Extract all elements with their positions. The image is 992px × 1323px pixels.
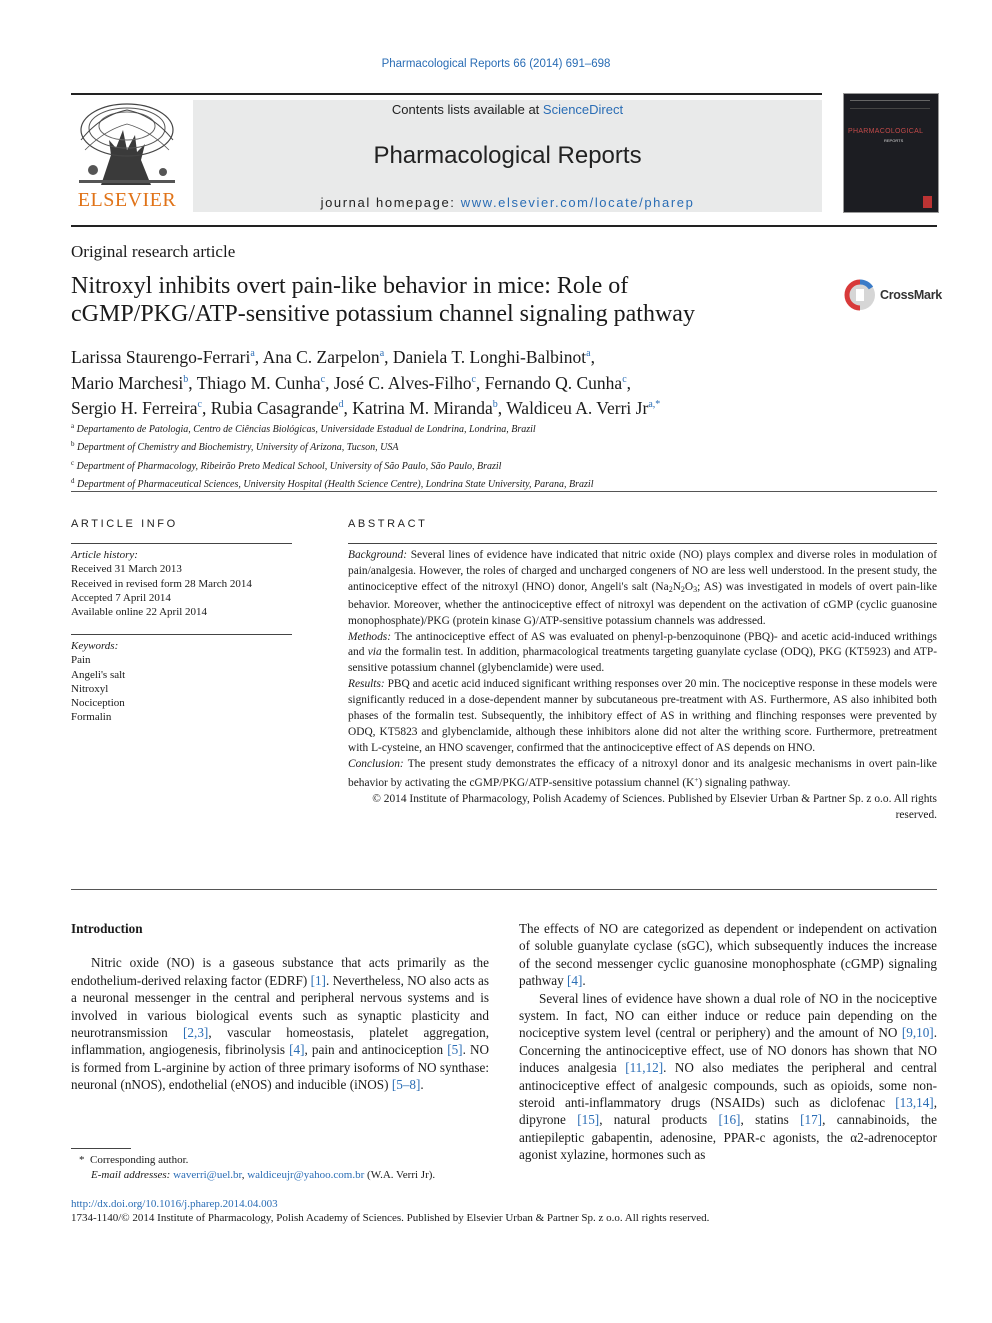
affiliation-marker[interactable]: d — [338, 399, 344, 410]
body-text: , statins — [740, 1112, 801, 1128]
email-label: E-mail addresses: — [91, 1169, 171, 1181]
author-separator: , — [475, 372, 485, 393]
doi-line — [71, 1198, 278, 1210]
author-name[interactable]: Sergio H. Ferreira — [71, 398, 198, 418]
abstract-text: O — [684, 580, 694, 593]
author-name[interactable]: Larissa Staurengo-Ferrari — [71, 347, 251, 367]
abstract-text: ) signaling pathway. — [698, 776, 791, 789]
keywords-label: Keywords: — [71, 640, 119, 652]
article-info-heading: ARTICLE INFO — [71, 518, 178, 530]
header-bottom-rule — [71, 225, 937, 227]
contents-line — [193, 102, 822, 117]
author-separator: , — [384, 347, 393, 367]
sciencedirect-link[interactable]: ScienceDirect — [542, 102, 624, 117]
affiliation-key: b — [71, 440, 75, 449]
asterisk-mark: * — [79, 1154, 90, 1166]
affiliation-text: Department of Pharmacology, Ribeirão Preto Medical School, University of São Paulo, São Paulo, Brazil — [74, 460, 502, 472]
elsevier-logo — [71, 100, 183, 212]
author-separator: , — [188, 372, 197, 393]
history-item: Available online 22 April 2014 — [71, 606, 208, 619]
affiliation-marker[interactable]: c — [471, 373, 476, 385]
affiliation-marker[interactable]: a — [379, 348, 385, 359]
crossmark-label[interactable]: CrossMark — [880, 288, 942, 302]
body-text: , vascular homeostasis, platelet aggregation, inflammation, angiogenesis, fibrinolysis — [71, 1025, 489, 1058]
author-separator: , — [325, 372, 334, 393]
cover-title: PHARMACOLOGICAL — [848, 128, 924, 135]
abstract-text: The antinociceptive effect of AS was evaluated on phenyl-p-benzoquinone (PBQ)- and acetic acid-induced writhings and — [348, 630, 937, 659]
history-list — [71, 562, 292, 619]
elsevier-wordmark: ELSEVIER — [77, 189, 177, 211]
author-separator: , — [626, 372, 632, 393]
corresponding-label: Corresponding author. — [90, 1154, 189, 1166]
affiliation-marker[interactable]: b — [183, 373, 189, 385]
title-line-1: Nitroxyl inhibits overt pain-like behavior in mice: Role of — [71, 273, 629, 299]
author-separator: , — [343, 398, 353, 418]
body-paragraph — [71, 954, 489, 1093]
affiliation-marker[interactable]: c — [197, 399, 202, 410]
affiliation-item — [71, 474, 937, 492]
keyword-item: Formalin — [71, 711, 112, 724]
journal-citation[interactable]: Pharmacological Reports 66 (2014) 691–698 — [381, 58, 611, 70]
abstract-conclusion — [348, 757, 937, 792]
background-label: Background: — [348, 549, 408, 561]
affiliation-marker[interactable]: a,* — [648, 399, 661, 410]
elsevier-tree-icon — [71, 100, 183, 190]
abstract-text: Several lines of evidence have indicated that nitric oxide (NO) plays complex and diverse roles in modulation of pain/analgesia. However, the roles of charged and uncharged congeners of NO are less well understood. In the present study, the antinociceptive effect of the nitroxyl (HNO) donor, Angeli's salt (Na — [348, 549, 937, 593]
affiliation-text: Department of Pharmaceutical Sciences, University Hospital (Health Science Centre), Londrina State University, Parana, Brazil — [74, 479, 594, 491]
abstract-results — [348, 677, 937, 757]
subscript: 3 — [693, 584, 698, 594]
keywords-block — [71, 639, 292, 725]
author-separator: , — [497, 398, 507, 418]
body-text: , pain and antinociception — [304, 1042, 448, 1058]
affiliation-marker[interactable]: c — [320, 373, 326, 385]
body-text: Nitric oxide (NO) is a gaseous substance that acts primarily as the endothelium-derived relaxing factor (EDRF) — [71, 955, 489, 988]
keyword-list — [71, 653, 292, 724]
body-paragraph — [519, 990, 937, 1164]
footnotes — [71, 1153, 671, 1183]
author-name[interactable]: Ana C. Zarpelon — [262, 347, 380, 367]
email-addresses: E-mail addresses: waverri@uel.br, waldiceujr@yahoo.com.br (W.A. Verri Jr). — [91, 1169, 436, 1181]
subscript: 2 — [680, 584, 685, 594]
article-title — [71, 272, 811, 328]
author-name[interactable]: Mario Marchesi — [71, 372, 184, 393]
body-paragraph — [519, 920, 937, 990]
history-label: Article history: — [71, 549, 138, 561]
body-column-right — [519, 920, 937, 1164]
affiliation-text: Departamento de Patologia, Centro de Ciências Biológicas, Universidade Estadual de Londrina, Londrina, Brazil — [74, 424, 536, 435]
history-item: Received in revised form 28 March 2014 — [71, 577, 252, 590]
author-name[interactable]: José C. Alves-Filho — [333, 372, 472, 393]
abstract-background — [348, 548, 937, 630]
body-text: . Concerning the antinociceptive effect, use of NO donors has shown that NO induces analgesia — [519, 1025, 937, 1076]
affiliation-item — [71, 456, 937, 474]
abstract-heading: ABSTRACT — [348, 518, 428, 530]
body-text: . NO is formed from L-arginine by action of three primary isoforms of NO synthase: neuronal (nNOS), endothelial (eNOS) and inducible (iNOS) — [71, 1042, 490, 1093]
divider — [71, 889, 937, 890]
footnote-divider — [71, 1148, 131, 1149]
affiliation-text: Department of Chemistry and Biochemistry, University of Arizona, Tucson, USA — [74, 442, 399, 454]
issn-copyright-line: 1734-1140/© 2014 Institute of Pharmacology, Polish Academy of Sciences. Published by Elsevier Urban & Partner Sp. z o.o. All rights reserved. — [71, 1212, 710, 1224]
contents-prefix: Contents lists available at — [391, 102, 543, 117]
affiliation-list — [71, 419, 937, 493]
affiliation-key: c — [71, 458, 75, 467]
affiliation-marker[interactable]: a — [250, 348, 255, 359]
subscript: 2 — [668, 584, 673, 594]
affiliation-item — [71, 437, 937, 455]
author-separator: , — [254, 347, 263, 367]
author-list — [71, 343, 937, 420]
title-line-2: cGMP/PKG/ATP-sensitive potassium channel signaling pathway — [71, 301, 695, 327]
journal-homepage-line — [193, 195, 822, 210]
author-separator: , — [590, 347, 595, 367]
article-history — [71, 548, 292, 619]
article-type: Original research article — [71, 242, 236, 261]
email-link-1[interactable]: waverri@uel.br — [173, 1169, 242, 1181]
corresponding-author-note — [71, 1153, 671, 1168]
email-link-2[interactable]: waldiceujr@yahoo.com.br — [247, 1169, 365, 1181]
reference-link[interactable]: [15] — [577, 1112, 600, 1128]
divider — [71, 491, 937, 492]
doi-link[interactable]: http://dx.doi.org/10.1016/j.pharep.2014.04.003 — [71, 1198, 278, 1210]
journal-title: Pharmacological Reports — [373, 142, 642, 169]
body-text: , natural products — [599, 1112, 719, 1128]
author-name[interactable]: Rubia Casagrande — [210, 398, 339, 418]
reference-link[interactable]: [5] — [447, 1042, 463, 1058]
reference-link[interactable]: [4] — [566, 973, 583, 989]
reference-link[interactable]: [13,14] — [895, 1095, 934, 1111]
body-text: Several lines of evidence have shown a dual role of NO in the nociceptive system. In fact, NO can either induce or reduce pain depending on the nociceptive system level (central or periphery) and the amount of NO — [519, 990, 937, 1041]
abstract-text: via — [367, 646, 382, 659]
abstract-copyright: © 2014 Institute of Pharmacology, Polish Academy of Sciences. Published by Elsevier Urban & Partner Sp. z o.o. All rights reserved. — [372, 792, 937, 821]
author-name[interactable]: Katrina M. Miranda — [352, 398, 493, 418]
reference-link[interactable]: [16] — [718, 1112, 741, 1128]
cover-top-rule — [850, 100, 930, 101]
cover-subtitle: REPORTS — [884, 138, 904, 143]
reference-link[interactable]: [9,10] — [901, 1025, 934, 1041]
homepage-prefix: journal homepage: — [320, 195, 461, 210]
abstract-body — [348, 548, 937, 823]
body-text: . Nevertheless, NO also acts as a neuronal messenger in the central and peripheral nervous systems and is involved in various biological events such as synaptic plasticity and neurotransmission — [71, 972, 489, 1041]
divider — [71, 634, 292, 635]
superscript: + — [694, 775, 699, 784]
conclusion-label: Conclusion: — [348, 757, 404, 770]
reference-link[interactable]: [11,12] — [625, 1060, 664, 1076]
homepage-link[interactable]: www.elsevier.com/locate/pharep — [460, 195, 695, 210]
reference-link[interactable]: [5–8] — [391, 1077, 421, 1093]
divider — [71, 543, 292, 544]
author-name[interactable]: Waldiceu A. Verri Jr — [506, 398, 649, 418]
reference-link[interactable]: [2,3] — [183, 1025, 209, 1041]
abstract-text: N — [672, 580, 681, 593]
body-column-left — [71, 920, 489, 1094]
body-text: . NO also mediates the peripheral and central antinociceptive effect of analgesic compounds, such as opioids, some non-steroid anti-inflammatory drugs (NSAIDs) such as diclofenac — [519, 1060, 937, 1111]
keyword-item: Pain — [71, 654, 91, 667]
section-heading-introduction: Introduction — [71, 921, 143, 936]
abstract-text: the formalin test. In addition, pharmacological treatments targeting guanylate cyclase (ODQ), PKG (KT5923) and ATP-sensitive potassium channel (glybenclamide) were used. — [348, 646, 938, 675]
abstract-text: ; AS) was investigated in models of overt pain-like behavior. Moreover, whether the antinociceptive effect of nitroxyl was dependent on the activation of cGMP (cyclic guanosine monophosphate)/PKG (protein kinase G)/ATP-sensitive potassium channels was addressed. — [348, 580, 937, 627]
body-text: . — [420, 1077, 424, 1093]
body-text: . — [582, 973, 586, 989]
affiliation-key: a — [71, 422, 75, 430]
affiliation-item — [71, 419, 937, 437]
keyword-item: Angeli's salt — [71, 668, 126, 681]
author-name[interactable]: Fernando Q. Cunha — [484, 372, 623, 393]
keyword-item: Nitroxyl — [71, 682, 109, 695]
affiliation-key: d — [71, 477, 75, 486]
body-text: , dipyrone — [519, 1095, 937, 1128]
affiliation-marker[interactable]: b — [492, 399, 498, 410]
body-text: The effects of NO are categorized as dependent or independent on activation of soluble guanylate cyclase (sGC), which subsequently induces the increase of the second messenger cyclic guanosine monophosphate (cGMP) signaling pathway — [519, 921, 937, 989]
abstract-text: PBQ and acetic acid induced significant writhing responses over 20 min. The nociceptive response in these models were significantly reduced in a dose-dependent manner by subcutaneous pre-treatment with AS. Furthermore, AS also inhibited both phases of the formalin test. Subsequently, the inhibitory effect of AS in writhing and flinching responses were prevented by ODQ, KT5823 and glybenclamide, although these inhibitors alone did not alter the writhing score. Furthermore, pretreatment with L-cysteine, an HNO scavenger, confirmed that the antinociceptive effect of AS depends on HNO. — [348, 678, 938, 754]
author-name[interactable]: Daniela T. Longhi-Balbinot — [392, 347, 587, 367]
reference-link[interactable]: [4] — [289, 1042, 305, 1058]
methods-label: Methods: — [348, 630, 392, 643]
reference-link[interactable]: [17] — [800, 1112, 823, 1128]
journal-cover-image[interactable] — [843, 93, 939, 213]
email-owner: (W.A. Verri Jr). — [367, 1169, 436, 1181]
affiliation-marker[interactable]: a — [586, 348, 591, 359]
author-separator: , — [201, 398, 211, 418]
history-item: Accepted 7 April 2014 — [71, 591, 171, 604]
divider — [348, 543, 937, 544]
results-label: Results: — [348, 678, 385, 691]
abstract-text: The present study demonstrates the efficacy of a nitroxyl donor and its analgesic mechanisms in overt pain-like behavior by activating the cGMP/PKG/ATP-sensitive potassium channel (K — [348, 757, 937, 789]
keyword-item: Nociception — [71, 697, 125, 710]
author-name[interactable]: Thiago M. Cunha — [196, 372, 321, 393]
cover-rule — [850, 108, 930, 109]
abstract-methods — [348, 630, 937, 678]
cover-publisher-mark — [923, 196, 932, 208]
affiliation-marker[interactable]: c — [622, 373, 627, 385]
history-item: Received 31 March 2013 — [71, 563, 182, 576]
body-text: , cannabinoids, the antiepileptic gabapentin, adenosine, PPAR-c agonists, the α2-adrenoceptor agonist xylazine, hormones such as — [519, 1112, 937, 1163]
reference-link[interactable]: [1] — [310, 972, 326, 988]
